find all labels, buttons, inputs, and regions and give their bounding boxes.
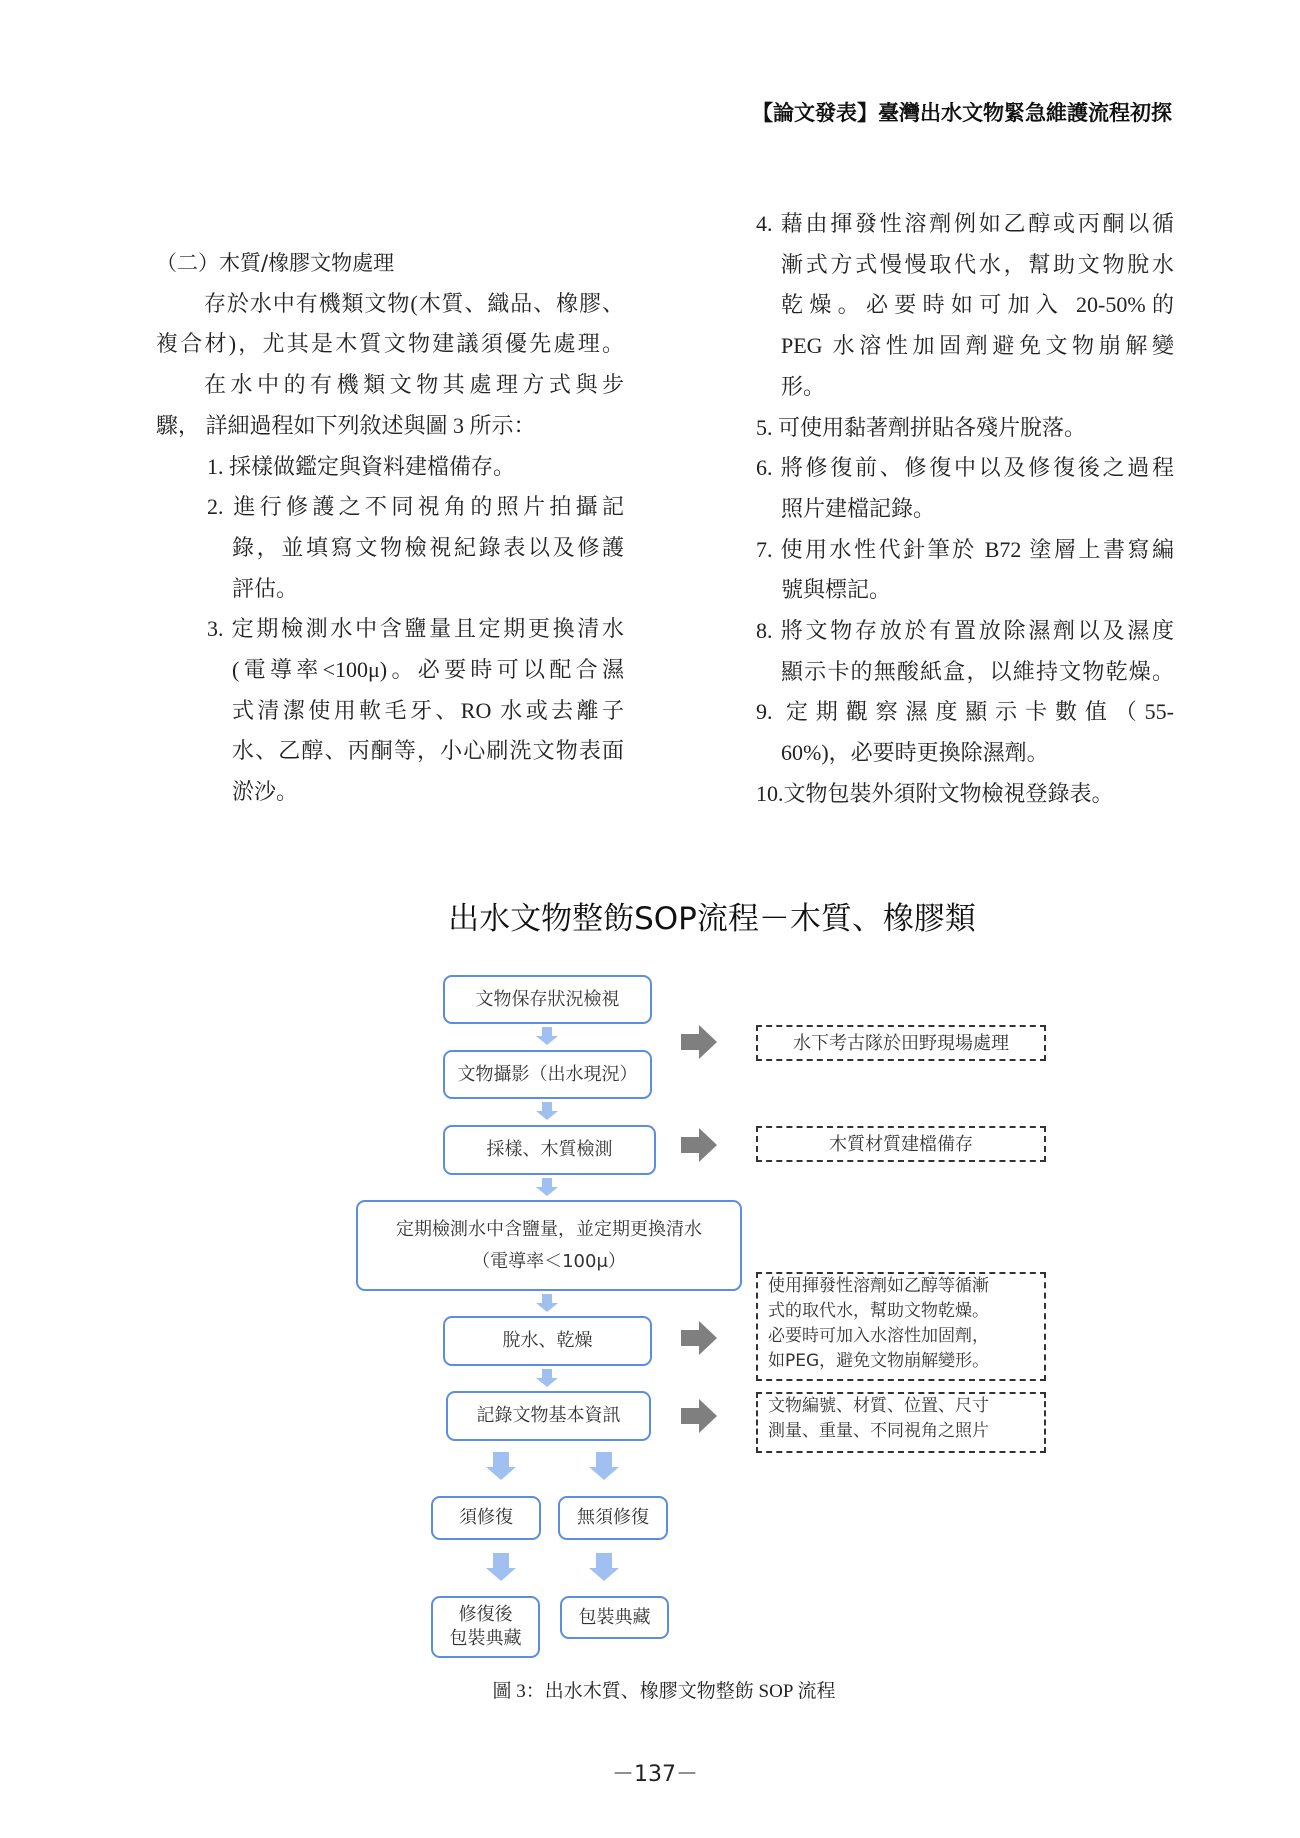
text-line: 號與標記。 bbox=[781, 577, 892, 603]
page-number: －137－ bbox=[612, 1762, 698, 1787]
text-line: 漸式方式慢慢取代水，幫助文物脫水 bbox=[781, 251, 1174, 277]
text-line: 5. 可使用黏著劑拼貼各殘片脫落。 bbox=[756, 414, 1087, 440]
right-arrow-icon bbox=[681, 1025, 717, 1059]
text-line: 水、乙醇、丙酮等，小心刷洗文物表面 bbox=[232, 738, 624, 764]
text-line: 2. 進行修護之不同視角的照片拍攝記 bbox=[207, 494, 624, 520]
note-line: 使用揮發性溶劑如乙醇等循漸 bbox=[768, 1276, 989, 1296]
text-line: 存於水中有機類文物(木質、織品、橡膠、 bbox=[204, 290, 624, 316]
note-solvent-dehydration bbox=[756, 1272, 1046, 1381]
text-line: 在水中的有機類文物其處理方式與步 bbox=[204, 372, 624, 398]
section-heading: （二）木質/橡膠文物處理 bbox=[156, 251, 395, 275]
text-line: 乾燥。必要時如可加入 20-50%的 bbox=[781, 292, 1174, 318]
note-field-processing: 水下考古隊於田野現場處理 bbox=[756, 1025, 1046, 1061]
step-record-info: 記錄文物基本資訊 bbox=[446, 1391, 651, 1441]
step-post-repair-line1: 修復後 bbox=[458, 1604, 513, 1625]
step-needs-repair: 須修復 bbox=[431, 1496, 541, 1540]
text-line: 6. 將修復前、修復中以及修復後之過程 bbox=[756, 455, 1174, 481]
text-line: 1. 採樣做鑑定與資料建檔備存。 bbox=[207, 453, 516, 479]
text-line: 形。 bbox=[781, 373, 826, 399]
text-line: 7. 使用水性代針筆於 B72 塗層上書寫編 bbox=[756, 536, 1174, 562]
text-line: 顯示卡的無酸紙盒，以維持文物乾燥。 bbox=[781, 658, 1174, 684]
text-line: 複合材)，尤其是木質文物建議須優先處理。 bbox=[156, 331, 624, 357]
note-line: 必要時可加入水溶性加固劑， bbox=[768, 1326, 989, 1346]
text-line: 4. 藉由揮發性溶劑例如乙醇或丙酮以循 bbox=[756, 211, 1174, 236]
text-line: 60%)，必要時更換除濕劑。 bbox=[781, 740, 1049, 766]
step-photography: 文物攝影（出水現況） bbox=[443, 1050, 652, 1099]
note-line: 如PEG，避免文物崩解變形。 bbox=[768, 1351, 990, 1371]
right-arrow-icon bbox=[681, 1128, 717, 1162]
step-post-repair-storage bbox=[431, 1596, 540, 1658]
text-line: 10.文物包裝外須附文物檢視登錄表。 bbox=[756, 780, 1114, 806]
text-line: 錄，並填寫文物檢視紀錄表以及修護 bbox=[232, 534, 624, 560]
text-line: PEG 水溶性加固劑避免文物崩解變 bbox=[781, 333, 1174, 359]
note-line: 文物編號、材質、位置、尺寸 bbox=[768, 1396, 989, 1416]
step-post-repair-line2: 包裝典藏 bbox=[449, 1628, 522, 1649]
text-line: 9. 定期觀察濕度顯示卡數值（55- bbox=[756, 699, 1174, 725]
text-line: 式清潔使用軟毛牙、RO 水或去離子 bbox=[232, 697, 624, 723]
note-basic-info bbox=[756, 1392, 1046, 1453]
text-line: 8. 將文物存放於有置放除濕劑以及濕度 bbox=[756, 618, 1174, 643]
figure-caption: 圖 3：出水木質、橡膠文物整飭 SOP 流程 bbox=[492, 1681, 836, 1702]
right-arrow-icon bbox=[681, 1321, 717, 1355]
step-salinity-line1: 定期檢測水中含鹽量，並定期更換清水 bbox=[396, 1218, 702, 1240]
step-salinity-check bbox=[356, 1200, 742, 1291]
text-line: 3. 定期檢測水中含鹽量且定期更換清水 bbox=[207, 616, 624, 642]
step-storage: 包裝典藏 bbox=[560, 1596, 669, 1639]
right-arrow-icon bbox=[681, 1399, 717, 1433]
note-wood-archive: 木質材質建檔備存 bbox=[756, 1126, 1046, 1162]
step-no-repair: 無須修復 bbox=[558, 1496, 668, 1540]
text-line: 淤沙。 bbox=[232, 779, 299, 805]
step-salinity-line2: （電導率＜100μ） bbox=[472, 1250, 626, 1272]
step-dehydration: 脫水、乾燥 bbox=[443, 1316, 652, 1366]
text-line: (電導率<100μ)。必要時可以配合濕 bbox=[232, 657, 624, 682]
note-line: 測量、重量、不同視角之照片 bbox=[768, 1421, 989, 1441]
text-line: 照片建檔記錄。 bbox=[781, 495, 936, 521]
running-header: 【論文發表】臺灣出水文物緊急維護流程初探 bbox=[752, 101, 1172, 125]
text-line: 評估。 bbox=[232, 575, 299, 601]
step-sampling: 採樣、木質檢測 bbox=[443, 1125, 656, 1175]
step-condition-inspection: 文物保存狀況檢視 bbox=[443, 975, 652, 1024]
figure-title: 出水文物整飭SOP流程－木質、橡膠類 bbox=[448, 901, 976, 937]
note-line: 式的取代水，幫助文物乾燥。 bbox=[768, 1301, 989, 1321]
text-line: 驟， 詳細過程如下列敘述與圖 3 所示： bbox=[156, 412, 536, 438]
